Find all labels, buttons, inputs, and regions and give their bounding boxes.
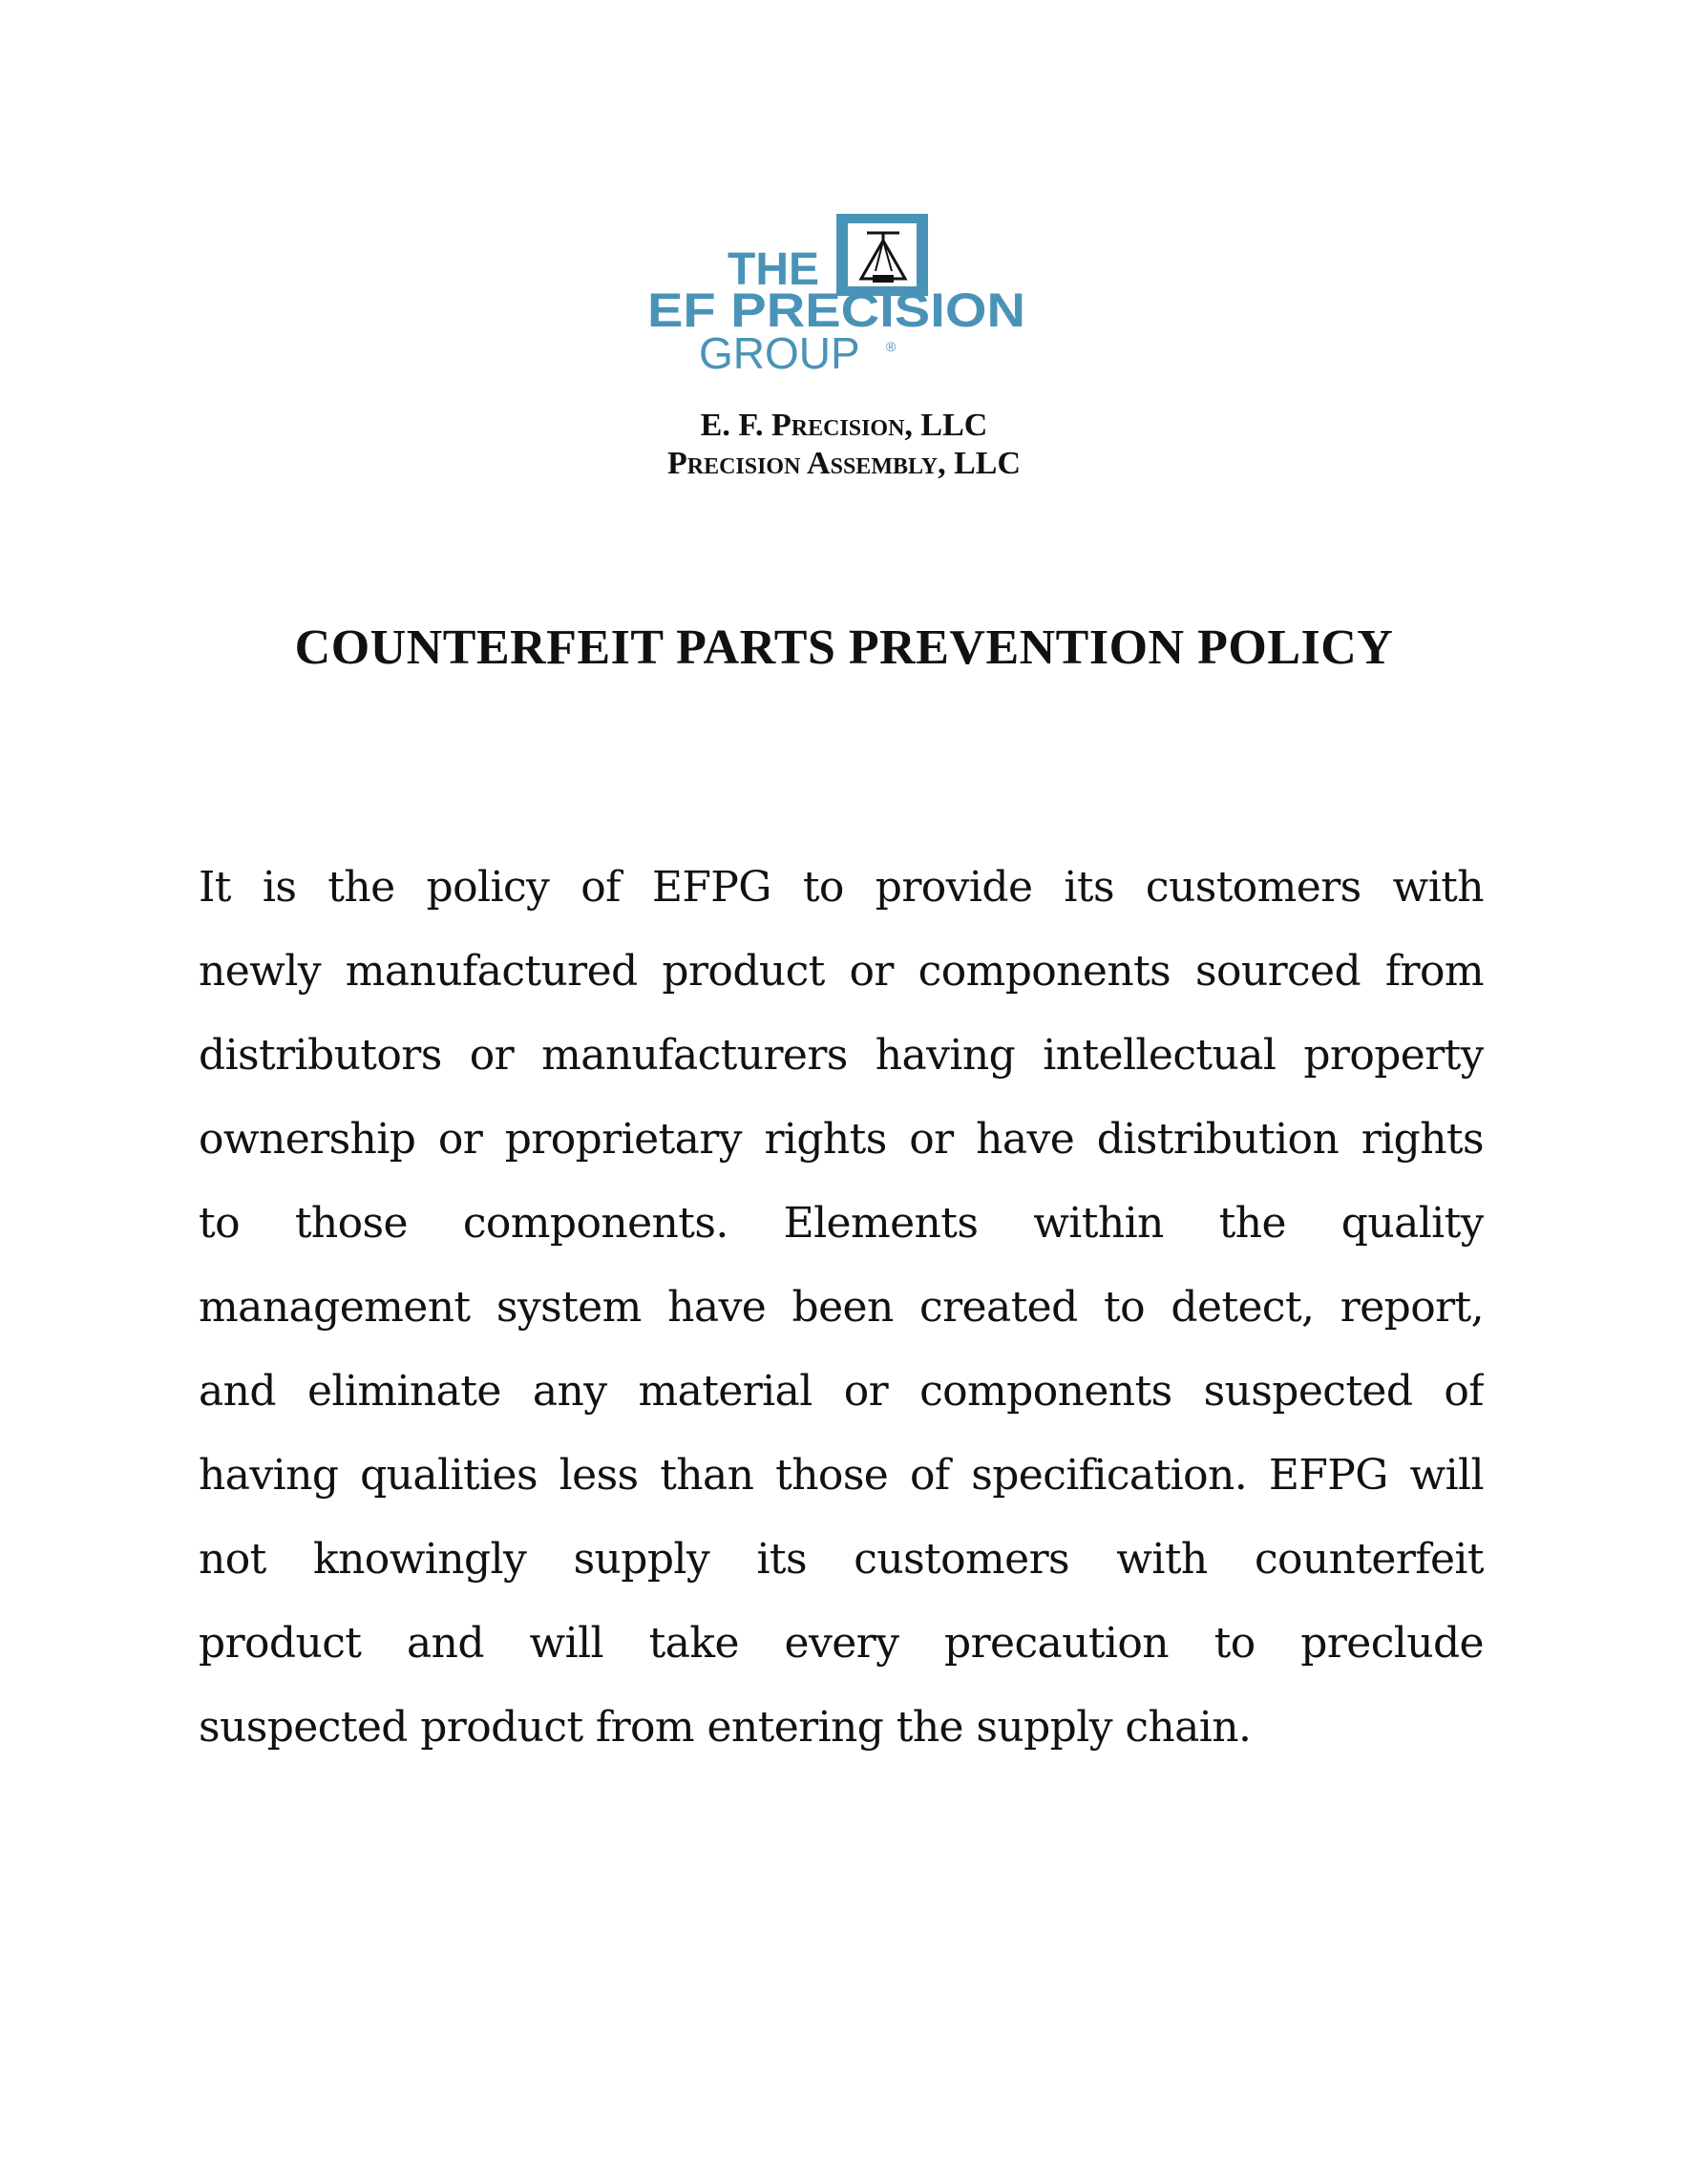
efpg-logo xyxy=(645,212,1027,393)
policy-line: newly manufactured product or components sourced from xyxy=(199,947,1484,996)
policy-line: not knowingly supply its customers with counterfeit xyxy=(199,1535,1484,1584)
efpg-logo-graphic xyxy=(645,212,1027,393)
policy-line: distributors or manufacturers having intellectual property xyxy=(199,1031,1484,1080)
company-name-ef-precision: E. F. Precision, LLC xyxy=(700,408,988,443)
policy-line: and eliminate any material or components suspected of xyxy=(199,1367,1484,1416)
policy-line: management system have been created to detect, report, xyxy=(199,1283,1484,1332)
policy-line: suspected product from entering the supply chain. xyxy=(199,1703,1252,1752)
logo-line-ef-precision: EF PRECISION xyxy=(647,284,1025,337)
policy-body xyxy=(199,846,1484,1770)
logo-line-the: THE xyxy=(728,244,819,295)
policy-line: ownership or proprietary rights or have distribution rights xyxy=(199,1115,1484,1164)
policy-line: to those components. Elements within the quality xyxy=(199,1199,1484,1248)
policy-line: It is the policy of EFPG to provide its customers with xyxy=(199,863,1484,912)
policy-title: COUNTERFEIT PARTS PREVENTION POLICY xyxy=(294,620,1394,675)
company-names xyxy=(0,407,1688,483)
logo-registered-mark: ® xyxy=(886,339,897,354)
company-name-precision-assembly: Precision Assembly, LLC xyxy=(666,446,1022,481)
policy-line: having qualities less than those of specification. EFPG will xyxy=(199,1451,1484,1500)
policy-line: product and will take every precaution to preclude xyxy=(199,1619,1484,1668)
logo-line-group: GROUP xyxy=(699,328,860,378)
